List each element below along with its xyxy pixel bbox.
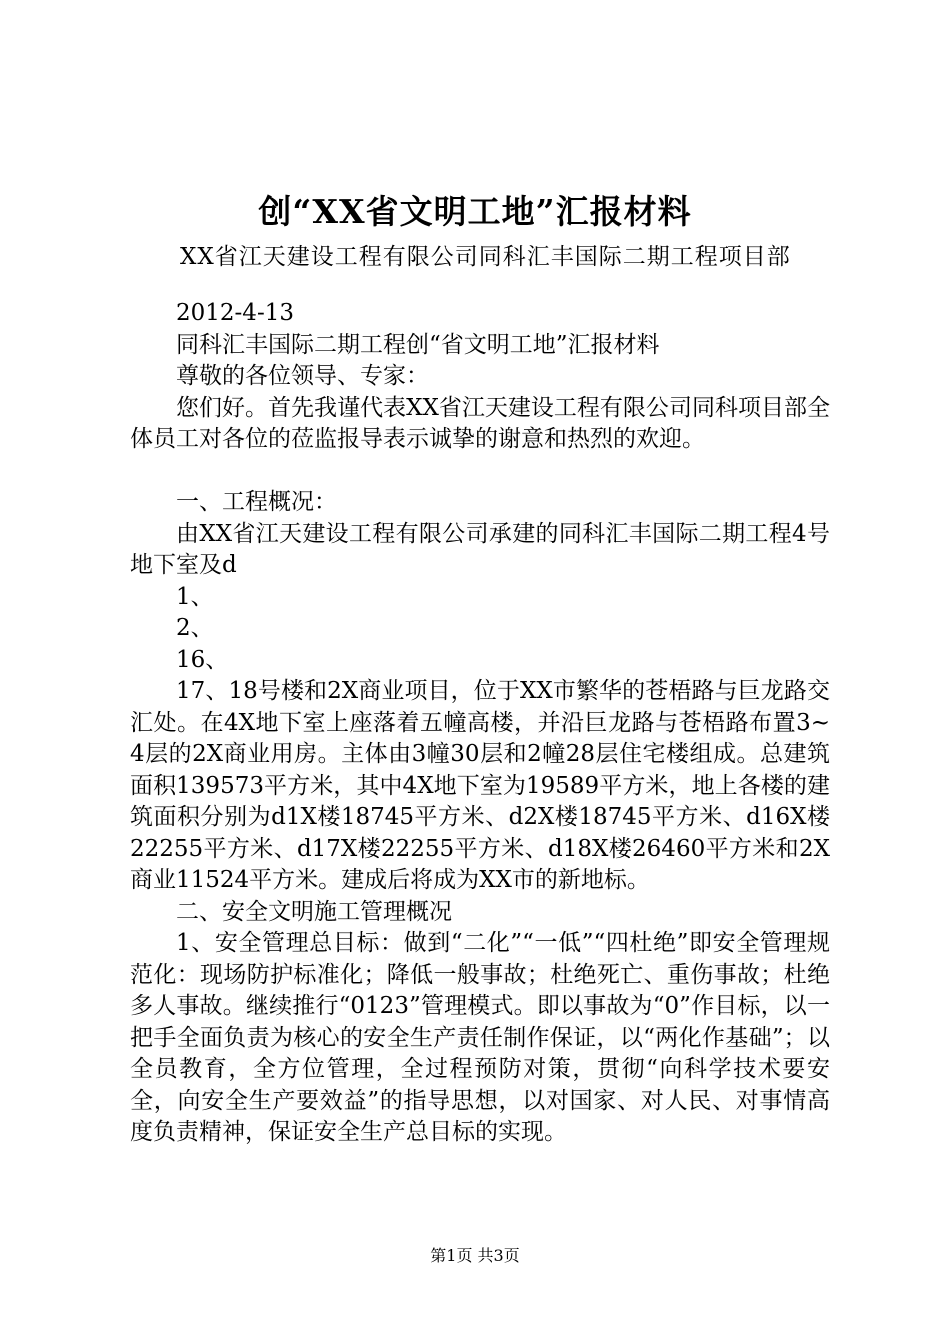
page-footer: 第1页 共3页 (430, 1246, 520, 1265)
safety-goal-paragraph: 1、安全管理总目标：做到“二化”“一低”“四杜绝”即安全管理规范化：现场防护标准化；降低一般事故；杜绝死亡、重伤事故；杜绝多人事故。继续推行“0123”管理模式。即以事故为“0”作目标，以一把手全面负责为核心的安全生产责任制作保证，以“两化作基础”；以全员教育，全方位管理，全过程预防对策，贯彻“向科学技术要安全，向安全生产要效益”的指导思想，以对国家、对人民、对事情高度负责精神，保证安全生产总目标的实现。 (130, 930, 830, 1145)
greeting-paragraph: 您们好。首先我谨代表XX省江天建设工程有限公司同科项目部全体员工对各位的莅监报导表示诚挚的谢意和热烈的欢迎。 (130, 394, 830, 452)
overview-paragraph-details: 17、18号楼和2X商业项目，位于XX市繁华的苍梧路与巨龙路交汇处。在4X地下室上座落着五幢高楼，并沿巨龙路与苍梧路布置3~4层的2X商业用房。主体由3幢30层和2幢28层住宅楼组成。总建筑面积139573平方米，其中4X地下室为19589平方米，地上各楼的建筑面积分别为d1X楼18745平方米、d2X楼18745平方米、d16X楼22255平方米、d17X楼22255平方米、d18X楼26460平方米和2X商业11524平方米。建成后将成为XX市的新地标。 (130, 678, 830, 893)
date-line: 2012-4-13 (176, 300, 294, 326)
document-body (130, 298, 830, 1149)
list-item: 16、 (176, 646, 229, 673)
section-heading-safety-management: 二、安全文明施工管理概况 (176, 898, 452, 925)
overview-paragraph-intro: 由XX省江天建设工程有限公司承建的同科汇丰国际二期工程4号地下室及d (130, 520, 830, 578)
section-heading-project-overview: 一、工程概况： (176, 489, 337, 515)
salutation: 尊敬的各位领导、专家： (176, 363, 429, 389)
document-subtitle: XX省江天建设工程有限公司同科汇丰国际二期工程项目部 (180, 244, 791, 270)
list-item: 1、 (176, 583, 214, 610)
list-item: 2、 (176, 615, 214, 641)
report-heading: 同科汇丰国际二期工程创“省文明工地”汇报材料 (176, 331, 660, 358)
document-title: 创“XX省文明工地”汇报材料 (258, 192, 692, 231)
